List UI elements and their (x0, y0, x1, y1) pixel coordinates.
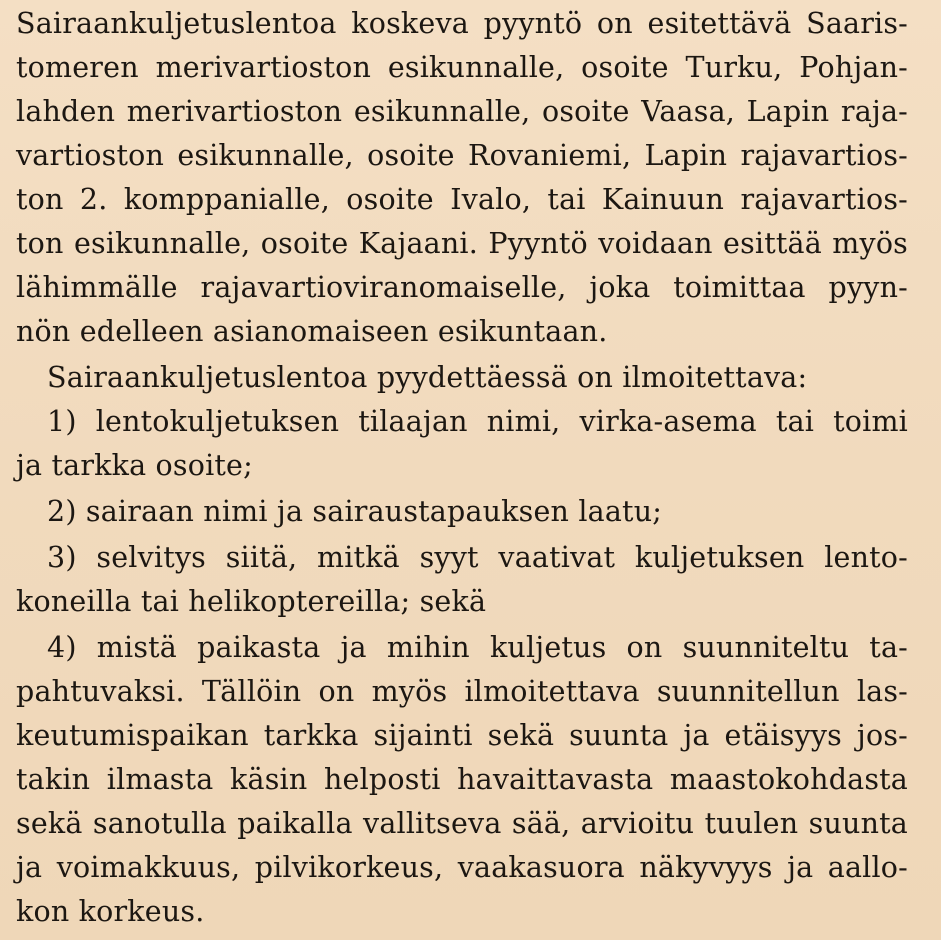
list-item-4: 4) mistä paikasta ja mihin kuljetus on suunniteltu ta- (47, 631, 908, 664)
text-line: ton esikunnalle, osoite Kajaani. Pyyntö voidaan esittää myös (16, 227, 908, 260)
paragraph-heading: Sairaankuljetuslentoa pyydettäessä on ilmoitettava: (47, 361, 808, 394)
text-line: keutumispaikan tarkka sijainti sekä suunta ja etäisyys jos- (16, 719, 908, 752)
text-line: ja tarkka osoite; (16, 449, 253, 482)
text-line: lähimmälle rajavartioviranomaiselle, joka toimittaa pyyn- (16, 271, 908, 304)
text-line: nön edelleen asianomaiseen esikuntaan. (16, 315, 608, 348)
list-item-2: 2) sairaan nimi ja sairaustapauksen laatu; (47, 495, 663, 528)
text-line: pahtuvaksi. Tällöin on myös ilmoitettava suunnitellun las- (16, 675, 908, 708)
text-line: vartioston esikunnalle, osoite Rovaniemi, Lapin rajavartios- (16, 139, 908, 172)
list-item-1: 1) lentokuljetuksen tilaajan nimi, virka-asema tai toimi (47, 405, 908, 438)
text-line: ja voimakkuus, pilvikorkeus, vaakasuora näkyvyys ja aallo- (16, 851, 908, 884)
text-line: sekä sanotulla paikalla vallitseva sää, arvioitu tuulen suunta (16, 807, 908, 840)
text-line: lahden merivartioston esikunnalle, osoite Vaasa, Lapin raja- (16, 95, 908, 128)
text-line: Sairaankuljetuslentoa koskeva pyyntö on esitettävä Saaris- (16, 7, 908, 40)
text-line: tomeren merivartioston esikunnalle, osoite Turku, Pohjan- (16, 51, 908, 84)
list-item-3: 3) selvitys siitä, mitkä syyt vaativat kuljetuksen lento- (47, 541, 908, 574)
text-line: kon korkeus. (16, 895, 205, 928)
text-line: koneilla tai helikoptereilla; sekä (16, 585, 487, 618)
text-line: takin ilmasta käsin helposti havaittavasta maastokohdasta (16, 763, 908, 796)
text-line: ton 2. komppanialle, osoite Ivalo, tai Kainuun rajavartios- (16, 183, 908, 216)
